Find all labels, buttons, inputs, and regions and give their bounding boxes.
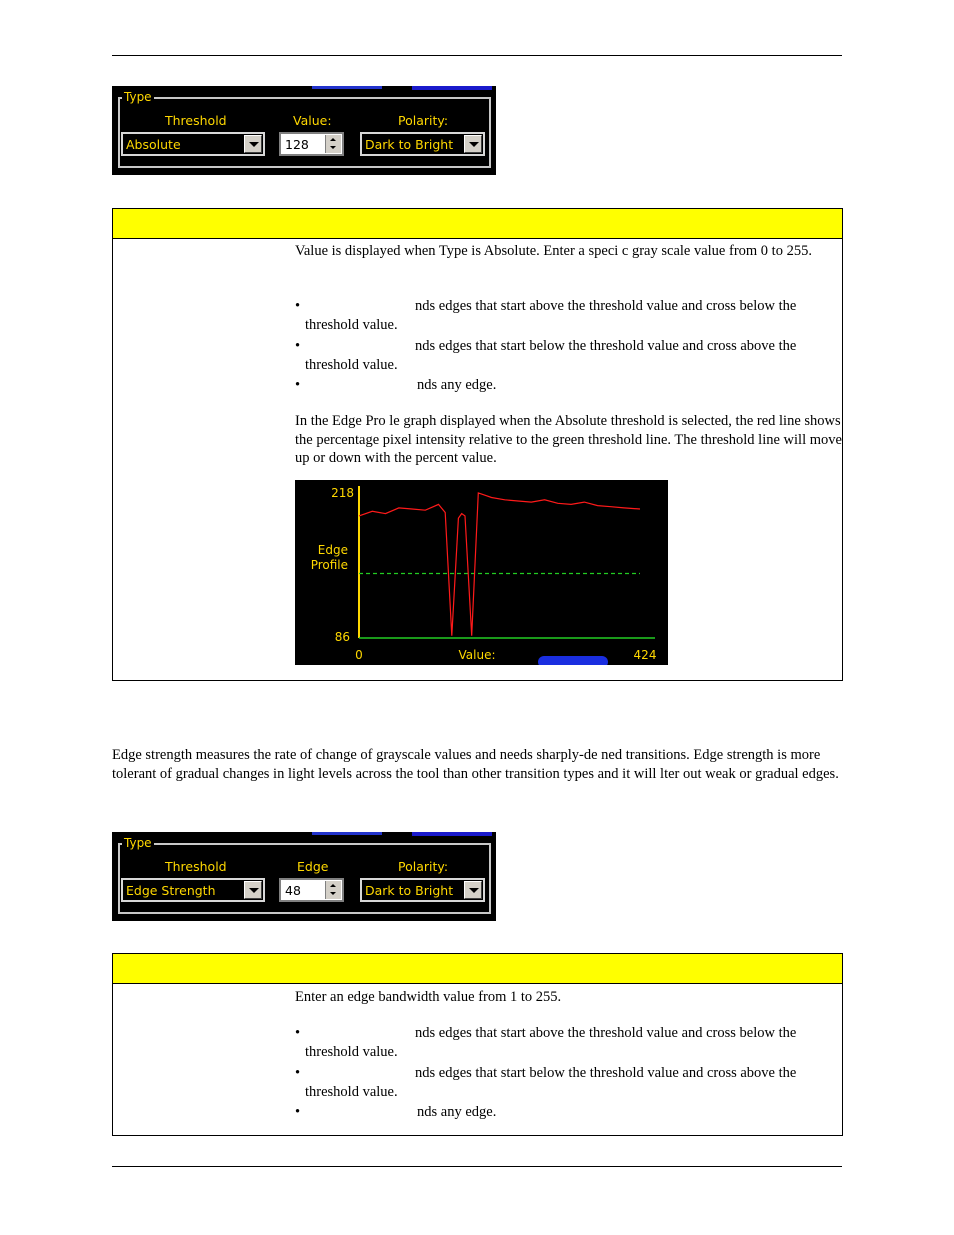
list-item-text: threshold value. xyxy=(305,316,398,333)
header-rule xyxy=(112,55,842,56)
panel-top-strip xyxy=(312,832,382,835)
bullet-icon: • xyxy=(295,1065,301,1081)
list-item-text: nds edges that start above the threshold value and cross below the xyxy=(415,298,797,314)
threshold-label: Threshold xyxy=(165,113,227,128)
table-header xyxy=(113,209,842,239)
bullet-icon: • xyxy=(295,338,301,354)
edge-stepper[interactable] xyxy=(279,878,344,902)
value-stepper-value: 128 xyxy=(285,137,309,152)
y-min-label: 86 xyxy=(334,630,350,644)
value-label: Value: xyxy=(293,113,332,128)
edge-stepper-value: 48 xyxy=(285,883,301,898)
edge-profile-svg xyxy=(295,480,668,665)
y-max-label: 218 xyxy=(331,486,354,500)
x-max-label: 424 xyxy=(633,648,657,662)
graph-bottom-blob xyxy=(538,656,608,665)
x-axis-label: Value: xyxy=(458,648,496,662)
chevron-down-icon[interactable] xyxy=(244,135,262,153)
list-item-text: threshold value. xyxy=(305,1083,398,1100)
spin-arrows-icon[interactable] xyxy=(325,135,341,153)
type-panel-edge-strength xyxy=(112,832,496,921)
value-description: Value is displayed when Type is Absolute. Enter a speci c gray scale value from 0 to 255. xyxy=(295,243,812,259)
polarity-label: Polarity: xyxy=(398,113,449,128)
bullet-icon: • xyxy=(295,1104,301,1120)
edge-strength-paragraph: Edge strength measures the rate of change of grayscale values and needs sharply-de ned transitions. Edge strength is more tolerant of gradual changes in light levels across the tool than other transition types and it will lter out weak or gradual edges. xyxy=(112,747,839,782)
footer-rule xyxy=(112,1166,842,1167)
absolute-parameters-table xyxy=(112,208,843,681)
threshold-select-value: Edge Strength xyxy=(126,883,216,898)
list-item-text: nds any edge. xyxy=(417,377,497,393)
panel-top-strip xyxy=(312,86,382,89)
panel-top-strip xyxy=(412,86,492,90)
polarity-label: Polarity: xyxy=(398,859,449,874)
type-legend: Type xyxy=(124,836,152,850)
edge-strength-parameters-table xyxy=(112,953,843,1136)
chevron-down-icon[interactable] xyxy=(244,881,262,899)
threshold-label: Threshold xyxy=(165,859,227,874)
bullet-icon: • xyxy=(295,298,301,314)
threshold-select[interactable] xyxy=(121,878,265,902)
edge-description: Enter an edge bandwidth value from 1 to 255. xyxy=(295,989,562,1005)
edge-profile-line xyxy=(359,493,640,636)
edge-label: Edge xyxy=(297,859,329,874)
list-item-text: threshold value. xyxy=(305,356,398,373)
spin-arrows-icon[interactable] xyxy=(325,881,341,899)
value-stepper[interactable] xyxy=(279,132,344,156)
panel-top-strip xyxy=(412,832,492,836)
list-item-text: nds edges that start above the threshold value and cross below the xyxy=(415,1025,797,1041)
polarity-select-value: Dark to Bright xyxy=(365,883,454,898)
x-min-label: 0 xyxy=(355,648,363,662)
list-item-text: nds edges that start below the threshold value and cross above the xyxy=(415,1065,797,1081)
bullet-icon: • xyxy=(295,1025,301,1041)
chevron-down-icon[interactable] xyxy=(464,881,482,899)
y-axis-label-line1: Edge xyxy=(317,543,348,557)
bullet-icon: • xyxy=(295,377,301,393)
type-legend: Type xyxy=(124,90,152,104)
table-header xyxy=(113,954,842,984)
list-item-text: nds any edge. xyxy=(417,1104,497,1120)
edge-profile-graph xyxy=(295,480,668,665)
polarity-select-value: Dark to Bright xyxy=(365,137,454,152)
list-item-text: threshold value. xyxy=(305,1043,398,1060)
list-item-text: nds edges that start below the threshold value and cross above the xyxy=(415,338,797,354)
polarity-select[interactable] xyxy=(360,132,485,156)
threshold-select[interactable] xyxy=(121,132,265,156)
polarity-select[interactable] xyxy=(360,878,485,902)
threshold-select-value: Absolute xyxy=(126,137,181,152)
y-axis-label-line2: Profile xyxy=(310,558,348,572)
edge-profile-description: In the Edge Pro le graph displayed when the Absolute threshold is selected, the red line shows the percentage pixel intensity relative to the green threshold line. The threshold line will move up or down with the percent value. xyxy=(295,413,842,466)
type-panel-absolute xyxy=(112,86,496,175)
chevron-down-icon[interactable] xyxy=(464,135,482,153)
